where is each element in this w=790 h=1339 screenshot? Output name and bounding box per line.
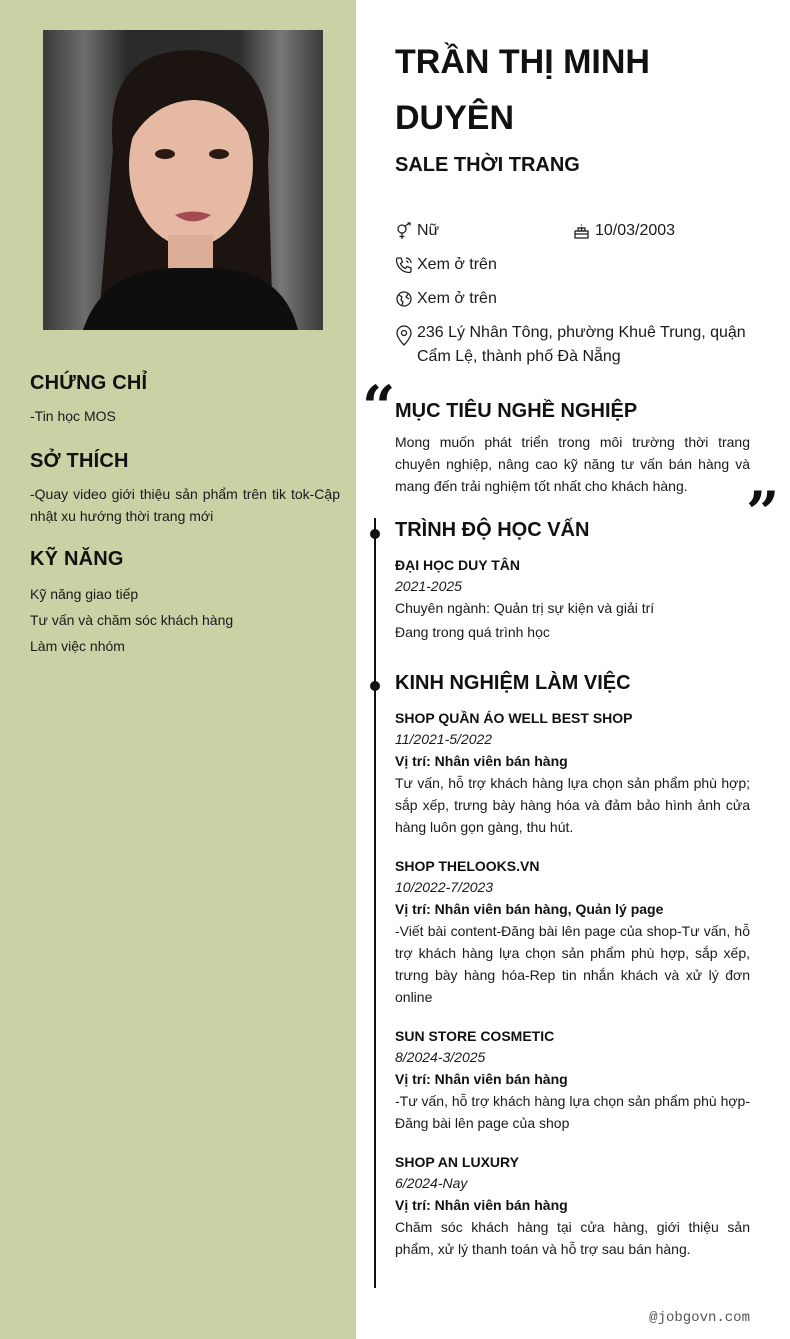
hobbies-text: -Quay video giới thiệu sản phẩm trên tik tok-Cập nhật xu hướng thời trang mới — [30, 486, 340, 524]
work-position: Vị trí: Nhân viên bán hàng — [395, 1071, 568, 1087]
education-status: Đang trong quá trình học — [395, 624, 550, 640]
skill-item: Tư vấn và chăm sóc khách hàng — [30, 612, 234, 628]
location-pin-icon — [395, 324, 413, 346]
work-description: Chăm sóc khách hàng tại cửa hàng, giới thiệu sản phẩm, xử lý thanh toán và hỗ trợ sau bán hàng. — [395, 1219, 750, 1257]
quote-close-icon: ” — [746, 479, 780, 547]
education-title: TRÌNH ĐỘ HỌC VẤN — [395, 519, 590, 541]
timeline-dot — [370, 681, 380, 691]
work-position: Vị trí: Nhân viên bán hàng — [395, 753, 568, 769]
website-value: Xem ở trên — [417, 290, 497, 307]
job-title: SALE THỜI TRANG — [395, 154, 580, 176]
education-major: Chuyên ngành: Quản trị sự kiện và giải trí — [395, 600, 655, 616]
gender-icon — [395, 222, 413, 240]
website-row — [395, 287, 497, 311]
address-value: 236 Lý Nhân Tông, phường Khuê Trung, quận Cẩm Lệ, thành phố Đà Nẵng — [417, 324, 746, 365]
certificates-title: CHỨNG CHỈ — [30, 372, 148, 394]
education-period: 2021-2025 — [395, 578, 462, 594]
work-description: -Tư vấn, hỗ trợ khách hàng lựa chọn sản phẩm phù hợp-Đăng bài lên page của shop — [395, 1093, 750, 1131]
skills-title: KỸ NĂNG — [30, 548, 124, 570]
experience-item — [395, 1154, 750, 1260]
cake-icon — [573, 222, 591, 240]
timeline-line — [374, 518, 376, 1288]
certificates-text: -Tin học MOS — [30, 408, 116, 424]
gender-row — [395, 219, 439, 243]
school-name: ĐẠI HỌC DUY TÂN — [395, 557, 520, 573]
phone-row — [395, 253, 497, 277]
experience-item — [395, 1028, 750, 1134]
company-name: SUN STORE COSMETIC — [395, 1028, 555, 1044]
address-row — [395, 321, 750, 369]
quote-open-icon: “ — [362, 373, 396, 441]
company-name: SHOP THELOOKS.VN — [395, 858, 540, 874]
birthday-value: 10/03/2003 — [595, 222, 676, 239]
education-entry — [395, 557, 750, 644]
birthday-row — [573, 219, 675, 243]
objective-text: Mong muốn phát triển trong môi trường thời trang chuyên nghiệp, nâng cao kỹ năng tư vấn bán hàng và mang đến trải nghiệm tốt nhất cho khách hàng. — [395, 434, 750, 494]
company-name: SHOP AN LUXURY — [395, 1154, 519, 1170]
experience-title: KINH NGHIỆM LÀM VIỆC — [395, 672, 631, 694]
hobbies-section — [30, 450, 340, 527]
skills-section — [30, 548, 340, 659]
company-name: SHOP QUẦN ÁO WELL BEST SHOP — [395, 710, 633, 726]
work-period: 10/2022-7/2023 — [395, 879, 494, 895]
gender-value: Nữ — [417, 222, 440, 239]
work-period: 11/2021-5/2022 — [395, 731, 493, 747]
footer-watermark: @jobgovn.com — [649, 1310, 750, 1326]
phone-value: Xem ở trên — [417, 256, 497, 273]
experience-item — [395, 710, 750, 838]
work-period: 6/2024-Nay — [395, 1175, 468, 1191]
work-position: Vị trí: Nhân viên bán hàng — [395, 1197, 568, 1213]
candidate-name: TRẦN THỊ MINH DUYÊN — [395, 43, 650, 137]
phone-icon — [395, 256, 413, 274]
timeline-dot — [370, 529, 380, 539]
work-position: Vị trí: Nhân viên bán hàng, Quản lý page — [395, 901, 664, 917]
work-description: -Viết bài content-Đăng bài lên page của shop-Tư vấn, hỗ trợ khách hàng lựa chọn sản phẩm phù hợp, sắp xếp, trưng bày hàng hóa-Rep tin nhắn khách và xử lý đơn online — [395, 923, 750, 1005]
skill-item: Làm việc nhóm — [30, 638, 125, 654]
sidebar — [0, 0, 356, 1339]
skill-item: Kỹ năng giao tiếp — [30, 586, 139, 602]
certificates-section — [30, 372, 340, 427]
globe-icon — [395, 290, 413, 308]
profile-photo — [43, 30, 323, 330]
work-period: 8/2024-3/2025 — [395, 1049, 486, 1065]
work-description: Tư vấn, hỗ trợ khách hàng lựa chọn sản phẩm phù hợp; sắp xếp, trưng bày hàng hóa và đảm bảo hình ảnh cửa hàng luôn gọn gàng, thu hút. — [395, 775, 750, 835]
experience-item — [395, 858, 750, 1008]
objective-title: MỤC TIÊU NGHỀ NGHIỆP — [395, 400, 638, 422]
hobbies-title: SỞ THÍCH — [30, 450, 129, 472]
